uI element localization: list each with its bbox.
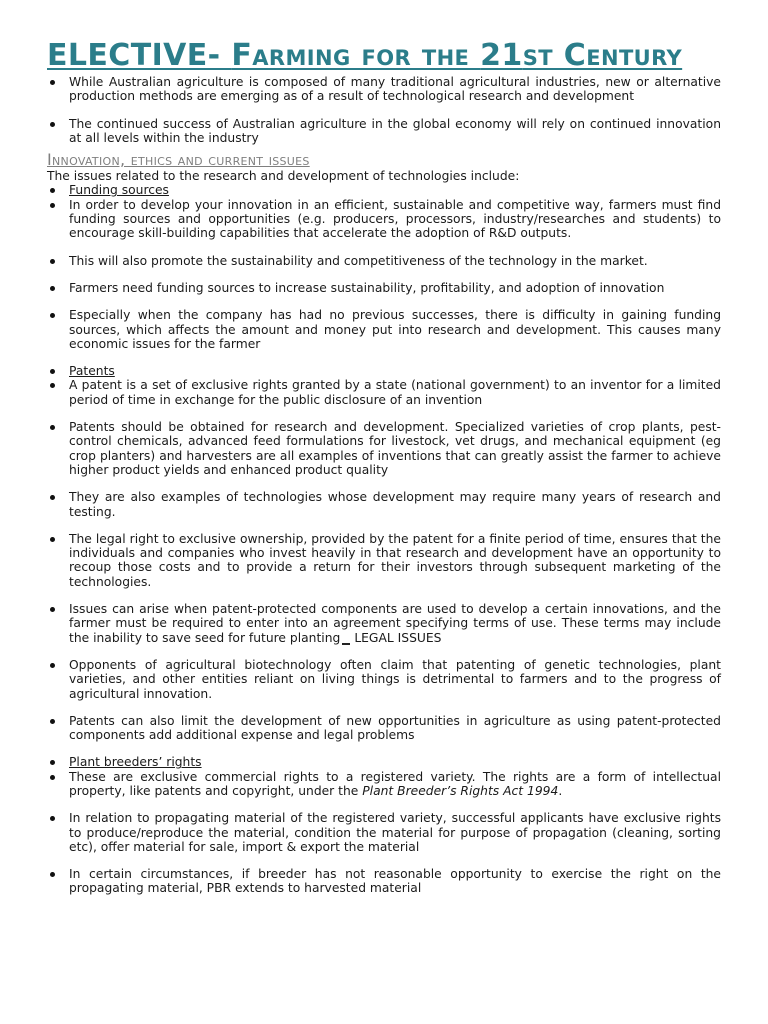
- funding-list: [47, 183, 721, 351]
- list-item: In relation to propagating material of the registered variety, successful applicants have exclusive rights to produce/reproduce the material, condition the material for purpose of propagation (cleaning, sorting etc), offer material for sale, import & export the material: [47, 811, 721, 854]
- pbr-text-pre: These are exclusive commercial rights to a registered variety. The rights are a form of intellectual property, like patents and copyright, under the: [69, 769, 721, 798]
- document-title: [47, 40, 721, 72]
- pbr-act-name: Plant Breeder’s Rights Act 1994: [362, 783, 559, 798]
- section-intro: The issues related to the research and development of technologies include:: [47, 169, 520, 184]
- arrow-icon: [342, 643, 350, 645]
- title-st-century: st Century: [522, 38, 683, 73]
- list-item: The continued success of Australian agriculture in the global economy will rely on continued innovation at all levels within the industry: [47, 117, 721, 146]
- section-heading: Innovation, ethics and current issues: [47, 150, 310, 170]
- list-item: In order to develop your innovation in an efficient, sustainable and competitive way, farmers must find funding sources and opportunities (e.g. producers, processors, industry/researches and students) to encourage skill-building capabilities that accelerate the adoption of R&D outputs.: [47, 198, 721, 241]
- pbr-text-post: .: [558, 783, 563, 798]
- patent-issues-text: Issues can arise when patent-protected components are used to develop a certain innovations, and the farmer must be required to enter into an agreement specifying terms of use. These terms may include the inability to save seed for future planting: [69, 602, 721, 645]
- title-21: 21: [480, 38, 523, 73]
- list-item: [47, 602, 721, 645]
- title-elective: ELECTIVE-: [47, 38, 232, 73]
- title-farming: Farming for the: [231, 38, 481, 73]
- list-item: A patent is a set of exclusive rights granted by a state (national government) to an inventor for a limited period of time in exchange for the public disclosure of an invention: [47, 378, 721, 407]
- funding-sources-label: Funding sources: [47, 183, 721, 197]
- list-item: The legal right to exclusive ownership, provided by the patent for a finite period of time, ensures that the individuals and companies who invest heavily in that research and development have an opportunity to recoup those costs and to provide a return for their investors through subsequent marketing of the technologies.: [47, 532, 721, 589]
- list-item: They are also examples of technologies whose development may require many years of research and testing.: [47, 490, 721, 519]
- patents-label: Patents: [47, 364, 721, 378]
- list-item: This will also promote the sustainability and competitiveness of the technology in the market.: [47, 254, 721, 268]
- list-item: While Australian agriculture is composed of many traditional agricultural industries, new or alternative production methods are emerging as of a result of technological research and development: [47, 75, 721, 104]
- intro-bullet-list: [47, 75, 721, 145]
- legal-issues-text: LEGAL ISSUES: [354, 630, 442, 645]
- list-item: Especially when the company has had no previous successes, there is difficulty in gaining funding sources, which affects the amount and money put into research and development. This causes many economic issues for the farmer: [47, 308, 721, 351]
- list-item: [47, 770, 721, 799]
- list-item: Opponents of agricultural biotechnology often claim that patenting of genetic technologies, plant varieties, and other entities reliant on living things is detrimental to farmers and to the progress of agricultural innovation.: [47, 658, 721, 701]
- plant-breeders-rights-label: Plant breeders’ rights: [47, 755, 721, 769]
- list-item: Patents should be obtained for research and development. Specialized varieties of crop plants, pest-control chemicals, advanced feed formulations for livestock, vet drugs, and mechanical equipment (eg crop planters) and harvesters are all examples of inventions that can greatly assist the farmer to achieve higher product yields and enhanced product quality: [47, 420, 721, 477]
- patents-list: [47, 364, 721, 742]
- list-item: In certain circumstances, if breeder has not reasonable opportunity to exercise the right on the propagating material, PBR extends to harvested material: [47, 867, 721, 896]
- list-item: Patents can also limit the development of new opportunities in agriculture as using patent-protected components add additional expense and legal problems: [47, 714, 721, 743]
- list-item: Farmers need funding sources to increase sustainability, profitability, and adoption of innovation: [47, 281, 721, 295]
- pbr-list: [47, 755, 721, 895]
